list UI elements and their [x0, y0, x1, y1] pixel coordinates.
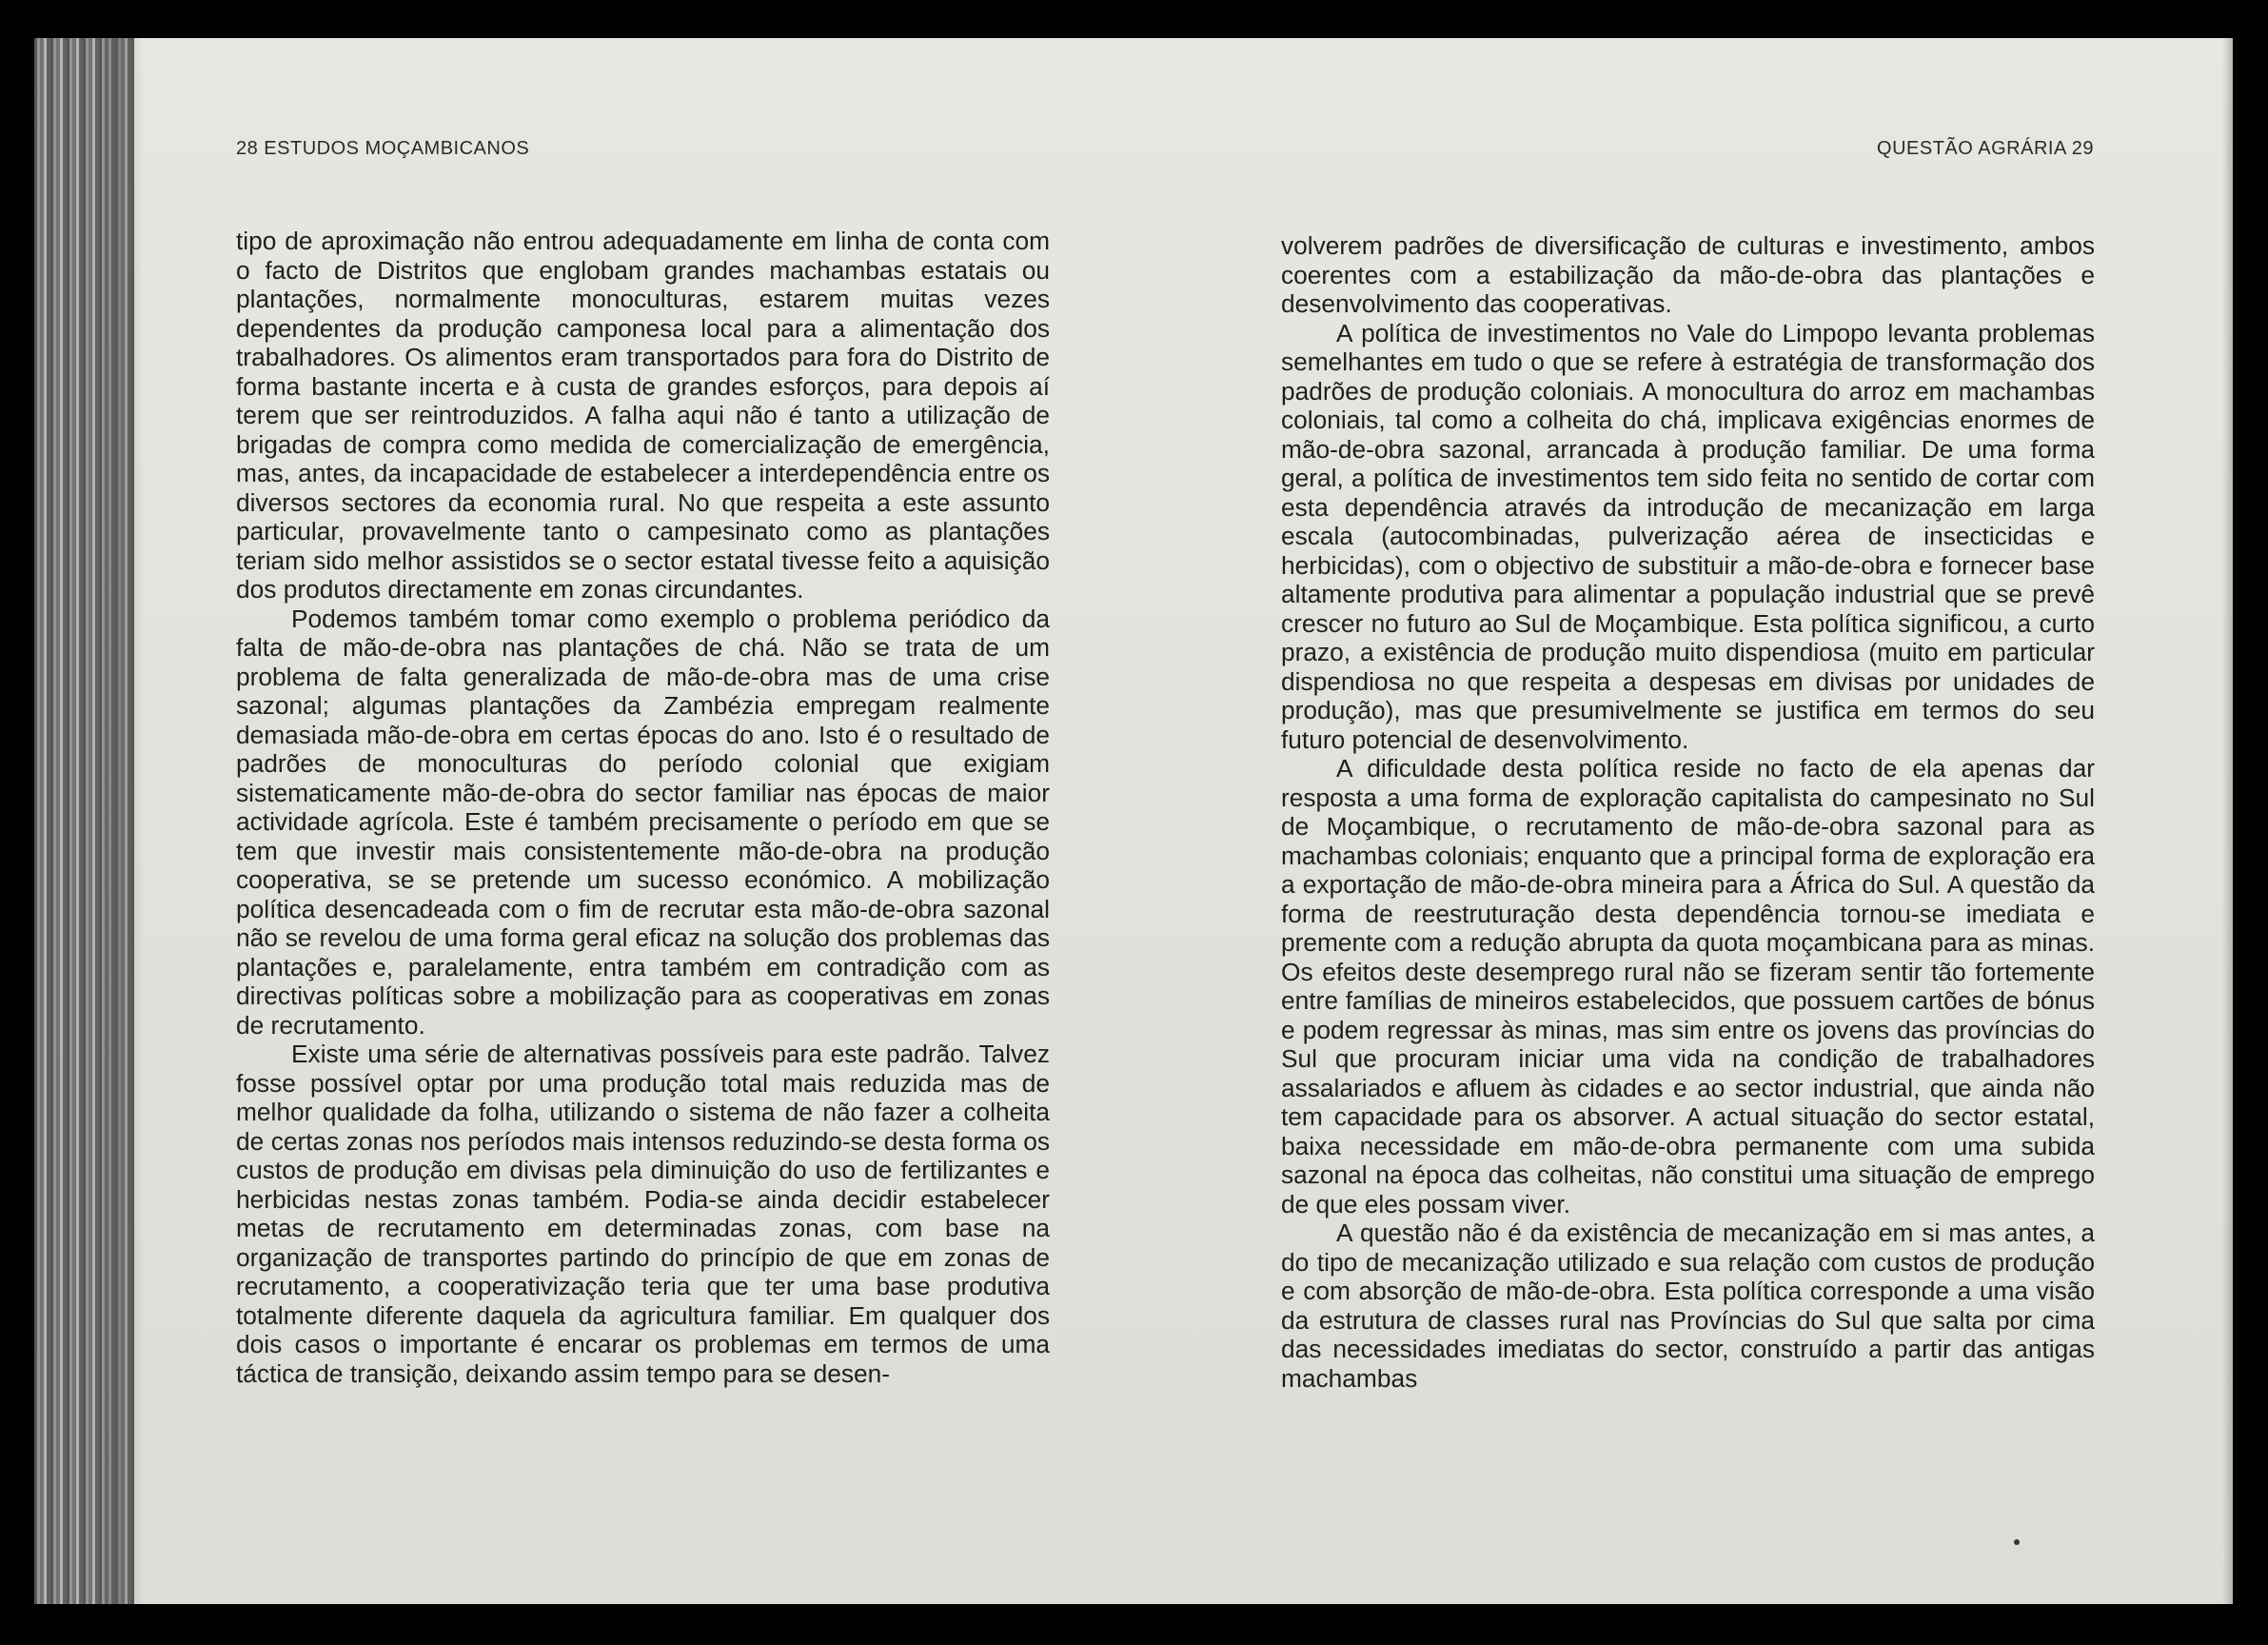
paragraph: tipo de aproximação não entrou adequadamente em linha de conta com o facto de Distritos que englobam grandes machambas estatais ou plantações, normalmente monoculturas, estarem muitas vezes dependentes da produção camponesa local para a alimentação dos trabalhadores. Os alimentos eram transportados para fora do Distrito de forma bastante incerta e à custa de grandes esforços, para depois aí terem que ser reintroduzidos. A falha aqui não é tanto a utilização de brigadas de compra como medida de comercialização de emergência, mas, antes, da incapacidade de estabelecer a interdependência entre os diversos sectores da economia rural. No que respeita a este assunto particular, provavelmente tanto o campesinato como as plantações teriam sido melhor assistidos se o sector estatal tivesse feito a aquisição dos produtos directamente em zonas circundantes. — [236, 227, 1050, 604]
running-head-right: QUESTÃO AGRÁRIA 29 — [1877, 138, 2094, 159]
right-column — [1281, 231, 2095, 1393]
paragraph: A política de investimentos no Vale do Limpopo levanta problemas semelhantes em tudo o que se refere à estratégia de transformação dos padrões de produção coloniais. A monocultura do arroz em machambas coloniais, tal como a colheita do chá, implicava exigências enormes de mão-de-obra sazonal, arrancada à produção familiar. De uma forma geral, a política de investimentos tem sido feita no sentido de cortar com esta dependência através da introdução de mecanização em larga escala (autocombinadas, pulverização aérea de insecticidas e herbicidas), com o objectivo de substituir a mão-de-obra e fornecer base altamente produtiva para alimentar a população industrial que se prevê crescer no futuro ao Sul de Moçambique. Esta política significou, a curto prazo, a existência de produção muito dispendiosa (muito em particular dispendiosa no que respeita a despesas em divisas por unidades de produção), mas que presumivelmente se justifica em termos do seu futuro potencial de desenvolvimento. — [1281, 318, 2095, 754]
page-edge-shadow — [2222, 38, 2233, 1604]
ink-speck — [2014, 1539, 2020, 1545]
paragraph: A dificuldade desta política reside no facto de ela apenas dar resposta a uma forma de exploração capitalista do campesinato no Sul de Moçambique, o recrutamento de mão-de-obra sazonal para as machambas coloniais; enquanto que a principal forma de exploração era a exportação de mão-de-obra mineira para a África do Sul. A questão da forma de reestruturação desta dependência tornou-se imediata e premente com a redução abrupta da quota moçambicana para as minas. Os efeitos deste desemprego rural não se fizeram sentir tão fortemente entre famílias de mineiros estabelecidos, que possuem cartões de bónus e podem regressar às minas, mas sim entre os jovens das províncias do Sul que procuram iniciar uma vida na condição de trabalhadores assalariados e afluem às cidades e ao sector industrial, que ainda não tem capacidade para os absorver. A actual situação do sector estatal, baixa necessidade em mão-de-obra permanente com uma subida sazonal na época das colheitas, não constitui uma situação de emprego de que eles possam viver. — [1281, 754, 2095, 1219]
paragraph: volverem padrões de diversificação de culturas e investimento, ambos coerentes com a estabilização da mão-de-obra das plantações e desenvolvimento das cooperativas. — [1281, 231, 2095, 318]
binding-shadow — [105, 38, 143, 1604]
left-column — [236, 227, 1050, 1388]
paragraph: Podemos também tomar como exemplo o problema periódico da falta de mão-de-obra nas plantações de chá. Não se trata de um problema de falta generalizada de mão-de-obra mas de uma crise sazonal; algumas plantações da Zambézia empregam realmente demasiada mão-de-obra em certas épocas do ano. Isto é o resultado de padrões de monoculturas do período colonial que exigiam sistematicamente mão-de-obra do sector familiar nas épocas de maior actividade agrícola. Este é também precisamente o período em que se tem que investir mais consistentemente mão-de-obra na produção cooperativa, se se pretende um sucesso económico. A mobilização política desencadeada com o fim de recrutar esta mão-de-obra sazonal não se revelou de uma forma geral eficaz na solução dos problemas das plantações e, paralelamente, entra também em contradição com as directivas políticas sobre a mobilização para as cooperativas em zonas de recrutamento. — [236, 604, 1050, 1040]
paragraph: A questão não é da existência de mecanização em si mas antes, a do tipo de mecanização utilizado e sua relação com custos de produção e com absorção de mão-de-obra. Esta política corresponde a uma visão da estrutura de classes rural nas Províncias do Sul que salta por cima das necessidades imediatas do sector, construído a partir das antigas machambas — [1281, 1219, 2095, 1393]
paragraph: Existe uma série de alternativas possíveis para este padrão. Talvez fosse possível optar por uma produção total mais reduzida mas de melhor qualidade da folha, utilizando o sistema de não fazer a colheita de certas zonas nos períodos mais intensos reduzindo-se desta forma os custos de produção em divisas pela diminuição do uso de fertilizantes e herbicidas nestas zonas também. Podia-se ainda decidir estabelecer metas de recrutamento em determinadas zonas, com base na organização de transportes partindo do princípio de que em zonas de recrutamento, a cooperativização teria que ter uma base produtiva totalmente diferente daquela da agricultura familiar. Em qualquer dos dois casos o importante é encarar os problemas em termos de uma táctica de transição, deixando assim tempo para se desen- — [236, 1040, 1050, 1388]
running-head-left: 28 ESTUDOS MOÇAMBICANOS — [236, 138, 530, 159]
